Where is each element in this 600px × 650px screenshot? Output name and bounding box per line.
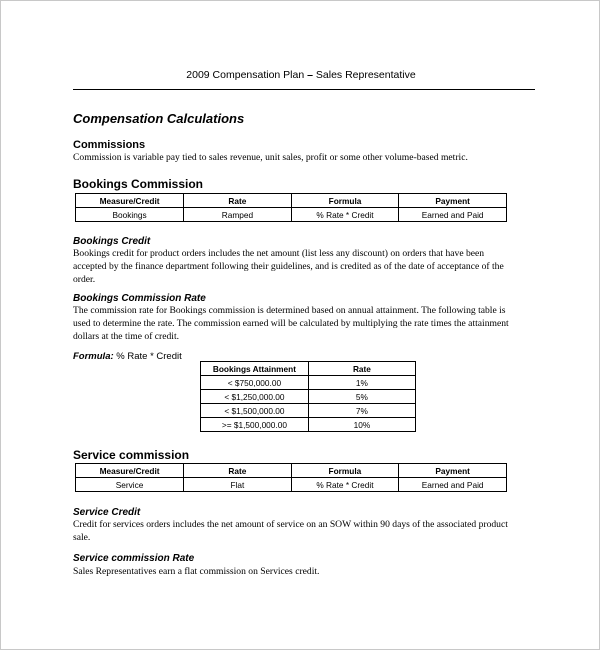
bookings-rate-line-1: The commission rate for Bookings commission is determined based on annual attainment. The following table is [73, 305, 506, 316]
cell-rate: 1% [308, 376, 415, 390]
service-rate-text: Sales Representatives earn a flat commission on Services credit. [73, 566, 320, 577]
col-bookings-attainment: Bookings Attainment [201, 362, 309, 376]
col-payment: Payment [399, 194, 507, 208]
cell-measure: Bookings [76, 208, 184, 222]
header-title-dash: – [304, 69, 316, 81]
cell-formula: % Rate * Credit [291, 208, 399, 222]
col-formula: Formula [291, 194, 399, 208]
cell-payment: Earned and Paid [399, 208, 507, 222]
service-credit-heading: Service Credit [73, 507, 141, 518]
attainment-table [200, 361, 416, 432]
header-rule [73, 89, 535, 90]
bookings-credit-line-2: accepted by the finance department following their guidelines, and is credited as of the date of acceptance of the [73, 261, 504, 272]
cell-attainment: >= $1,500,000.00 [201, 418, 309, 432]
table-header-row [76, 194, 507, 208]
header-title-right: Sales Representative [315, 69, 416, 81]
bookings-commission-heading: Bookings Commission [73, 177, 204, 191]
table-header-row [76, 464, 507, 478]
table-row [201, 418, 416, 432]
page-header [1, 69, 600, 81]
cell-attainment: < $750,000.00 [201, 376, 309, 390]
cell-rate: Flat [184, 478, 291, 492]
table-row [76, 478, 507, 492]
col-payment: Payment [399, 464, 507, 478]
col-rate: Rate [184, 464, 291, 478]
table-row [201, 376, 416, 390]
service-commission-table [75, 463, 507, 492]
table-header-row [201, 362, 416, 376]
bookings-commission-table [75, 193, 507, 222]
bookings-rate-heading: Bookings Commission Rate [73, 293, 206, 304]
cell-attainment: < $1,250,000.00 [201, 390, 309, 404]
cell-rate: 7% [308, 404, 415, 418]
cell-payment: Earned and Paid [399, 478, 507, 492]
table-row [201, 390, 416, 404]
table-row [201, 404, 416, 418]
bookings-credit-line-1: Bookings credit for product orders includes the net amount (list less any discount) on orders that have been [73, 248, 485, 259]
cell-rate: 5% [308, 390, 415, 404]
bookings-credit-text [73, 247, 533, 286]
col-formula: Formula [291, 464, 399, 478]
service-credit-text [73, 518, 533, 544]
commissions-heading: Commissions [73, 139, 146, 151]
bookings-rate-line-3: dollars at the time of credit. [73, 331, 180, 342]
bookings-rate-line-2: used to determine the rate. The commission earned will be calculated by multiplying the rate times the attainment [73, 318, 509, 329]
cell-rate: Ramped [184, 208, 292, 222]
formula-line [73, 351, 182, 362]
col-measure-credit: Measure/Credit [76, 464, 184, 478]
service-rate-heading: Service commission Rate [73, 553, 195, 564]
service-credit-line-2: sale. [73, 532, 91, 543]
commissions-text: Commission is variable pay tied to sales revenue, unit sales, profit or some other volume-based metric. [73, 152, 468, 163]
bookings-credit-line-3: order. [73, 274, 96, 285]
col-rate: Rate [308, 362, 415, 376]
formula-value: % Rate * Credit [113, 351, 182, 362]
col-measure-credit: Measure/Credit [76, 194, 184, 208]
bookings-rate-text [73, 304, 533, 343]
service-commission-heading: Service commission [73, 448, 190, 462]
cell-attainment: < $1,500,000.00 [201, 404, 309, 418]
header-title-left: 2009 Compensation Plan [186, 69, 305, 81]
cell-rate: 10% [308, 418, 415, 432]
cell-formula: % Rate * Credit [291, 478, 399, 492]
cell-measure: Service [76, 478, 184, 492]
service-credit-line-1: Credit for services orders includes the net amount of service on an SOW within 90 days of the associated product [73, 519, 508, 530]
table-row [76, 208, 507, 222]
bookings-credit-heading: Bookings Credit [73, 236, 151, 247]
main-heading: Compensation Calculations [73, 111, 245, 126]
col-rate: Rate [184, 194, 292, 208]
formula-label: Formula: [73, 351, 114, 362]
